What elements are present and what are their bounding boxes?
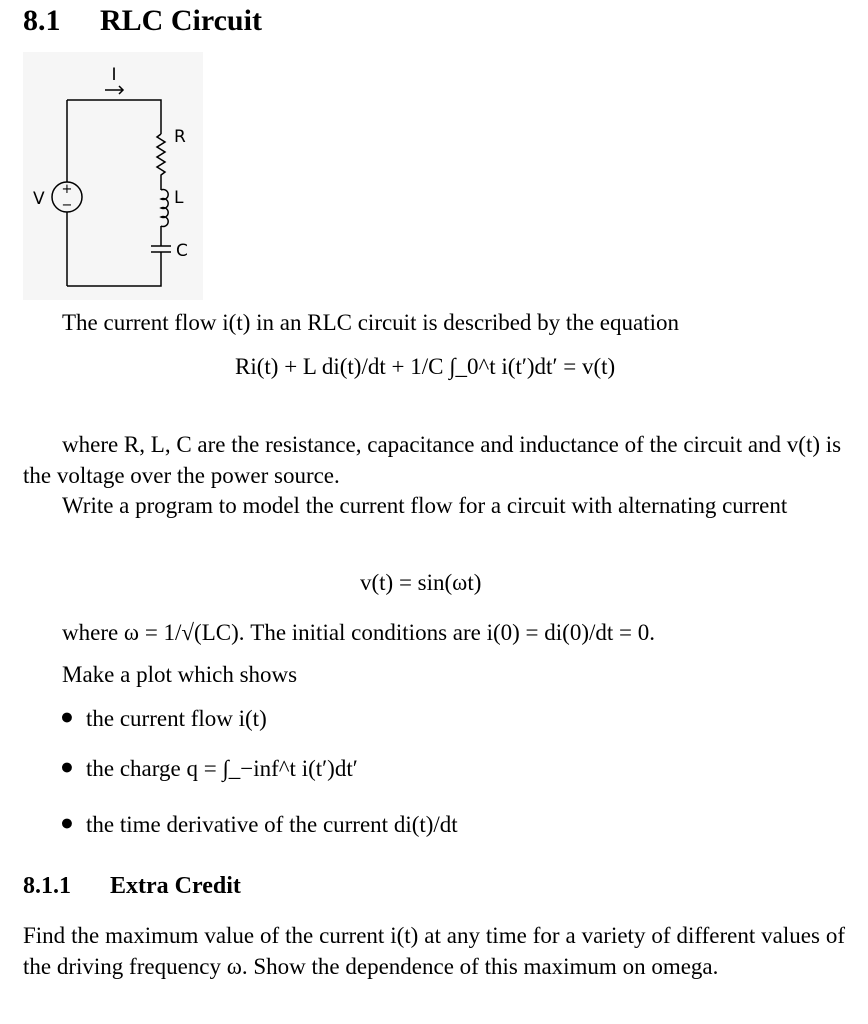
section-title: RLC Circuit [100, 4, 262, 37]
bullet-dot: ● [60, 704, 74, 729]
write-paragraph: Write a program to model the current flow for a circuit with alternating current [62, 493, 788, 518]
section-number: 8.1 [23, 4, 61, 37]
bullet-current: the current flow i(t) [86, 706, 267, 731]
omega-paragraph: where ω = 1/√(LC). The initial conditions are i(0) = di(0)/dt = 0. [62, 620, 655, 645]
intro-paragraph: The current flow i(t) in an RLC circuit is described by the equation [62, 310, 679, 335]
extra-credit-paragraph: Find the maximum value of the current i(t) at any time for a variety of different values of the driving frequency ω. Show the dependence of this maximum on omega. [23, 923, 845, 979]
bullet-dot: ● [60, 754, 74, 779]
bullet-derivative: the time derivative of the current di(t)/dt [86, 812, 458, 837]
svg-text:−: − [61, 198, 73, 213]
where-paragraph: where R, L, C are the resistance, capacitance and inductance of the circuit and v(t) is the voltage over the power source. [23, 432, 842, 488]
source-label: V [33, 189, 45, 209]
capacitor-label: C [176, 241, 188, 261]
rlc-equation: Ri(t) + L di(t)/dt + 1/C ∫_0^t i(t′)dt′ = v(t) [235, 354, 616, 379]
bullet-charge: the charge q = ∫_−inf^t i(t′)dt′ [86, 756, 358, 781]
voltage-equation: v(t) = sin(ωt) [360, 570, 482, 595]
svg-text:+: + [61, 182, 73, 197]
make-plot-text: Make a plot which shows [62, 662, 298, 687]
resistor-label: R [174, 127, 186, 147]
subsection-title: Extra Credit [110, 873, 241, 899]
inductor-label: L [174, 188, 184, 208]
current-label: I [111, 65, 117, 85]
bullet-dot: ● [60, 810, 74, 835]
subsection-number: 8.1.1 [23, 873, 71, 899]
circuit-diagram [23, 52, 203, 300]
